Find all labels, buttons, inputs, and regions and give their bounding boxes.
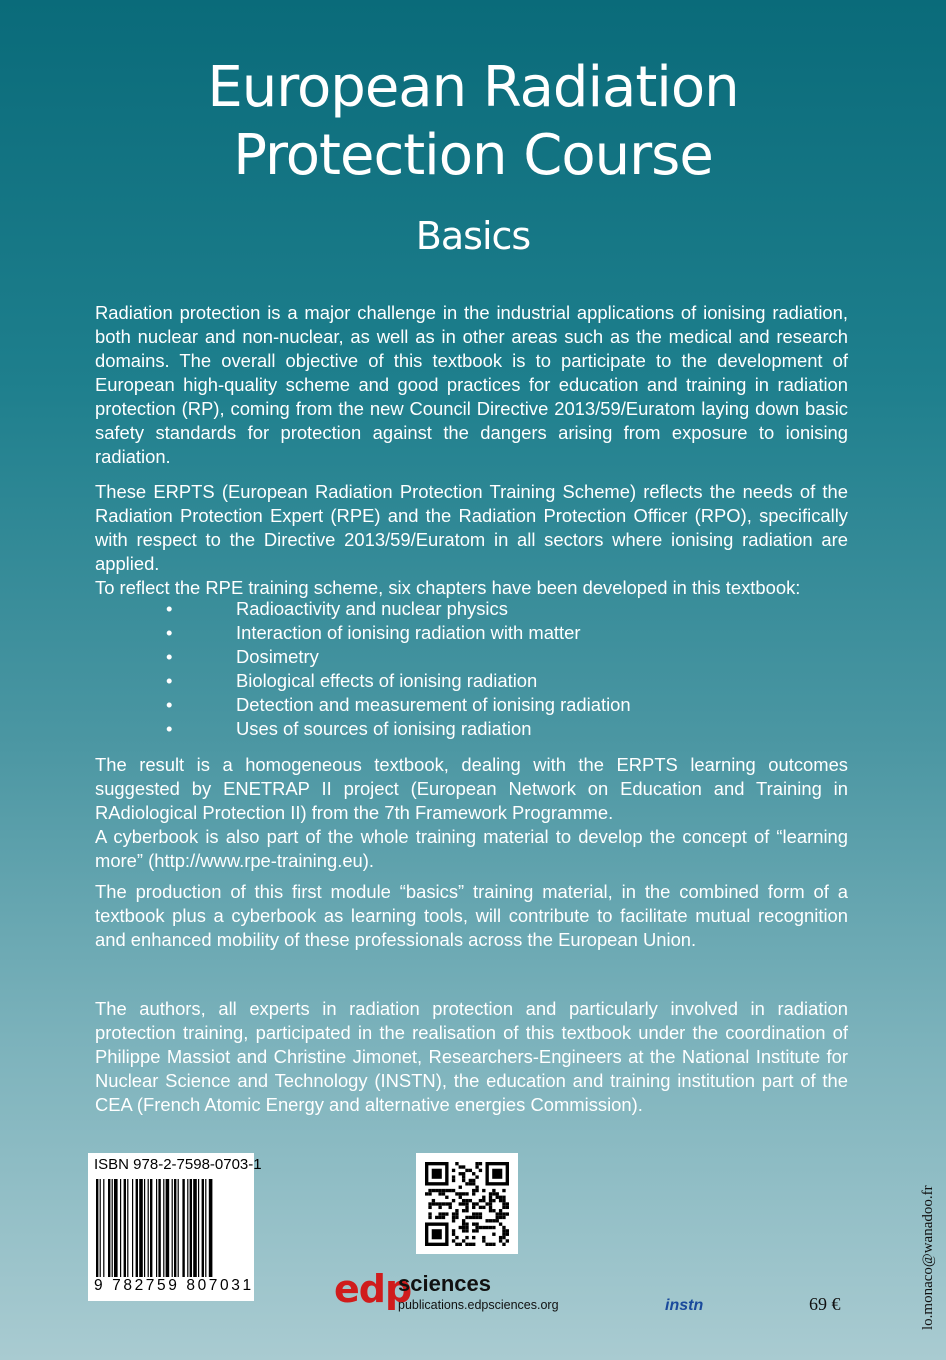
chapter-label: Uses of sources of ionising radiation <box>236 718 532 739</box>
vertical-email: lo.monaco@wanadoo.fr <box>920 1185 936 1330</box>
isbn-barcode <box>88 1153 262 1301</box>
publisher-url: publications.edpsciences.org <box>398 1298 559 1312</box>
edp-logo-sciences: sciences <box>398 1271 491 1296</box>
edp-logo-mark: edp <box>334 1267 412 1311</box>
bullet-icon: • <box>166 670 173 691</box>
paragraph-intro <box>95 301 848 469</box>
isbn-label: ISBN 978-2-7598-0703-1 <box>94 1156 262 1173</box>
paragraph-chapters-intro: To reflect the RPE training scheme, six chapters have been developed in this textbook: <box>95 577 801 598</box>
bullet-icon: • <box>166 694 173 715</box>
bullet-icon: • <box>166 598 173 619</box>
paragraph-production <box>95 880 848 952</box>
edp-sciences-logo <box>334 1263 594 1319</box>
chapter-label: Interaction of ionising radiation with matter <box>236 622 581 643</box>
cover-title-line2: Protection Course <box>233 123 713 188</box>
chapter-label: Detection and measurement of ionising radiation <box>236 694 631 715</box>
paragraph-cyberbook-text: A cyberbook is also part of the whole training material to develop the concept of “learning more” (http://www.rpe-training.eu). <box>95 826 848 871</box>
paragraph-erpts <box>95 480 848 600</box>
chapter-label: Dosimetry <box>236 646 319 667</box>
bullet-icon: • <box>166 718 173 739</box>
paragraph-intro-text: Radiation protection is a major challenge in the industrial applications of ionising radiation, both nuclear and non-nuclear, as well as in other areas such as the medical and research domains. The overall objective of this textbook is to participate to the development of European high-quality scheme and good practices for education and training in radiation protection (RP), coming from the new Council Directive 2013/59/Euratom laying down basic safety standards for protection against the dangers arising from exposure to ionising radiation. <box>95 302 848 467</box>
isbn-digits: 9 782759 807031 <box>94 1277 254 1294</box>
chapter-list <box>166 597 846 741</box>
paragraph-authors <box>95 997 848 1117</box>
list-item <box>166 621 846 645</box>
paragraph-result <box>95 753 848 873</box>
price-label: 69 € <box>809 1294 841 1314</box>
paragraph-production-text: The production of this first module “basics” training material, in the combined form of a textbook plus a cyberbook as learning tools, will contribute to facilitate mutual recognition and enhanced mobility of these professionals across the European Union. <box>95 881 848 950</box>
chapter-label: Radioactivity and nuclear physics <box>236 598 508 619</box>
paragraph-authors-text: The authors, all experts in radiation protection and particularly involved in radiation protection training, participated in the realisation of this textbook under the coordination of Philippe Massiot and Christine Jimonet, Researchers-Engineers at the National Institute for Nuclear Science and Technology (INSTN), the education and training institution part of the CEA (French Atomic Energy and alternative energies Commission). <box>95 998 848 1115</box>
bullet-icon: • <box>166 622 173 643</box>
instn-logo: instn <box>665 1297 704 1314</box>
list-item <box>166 645 846 669</box>
barcode-bars-icon <box>94 1179 248 1277</box>
paragraph-result-text: The result is a homogeneous textbook, dealing with the ERPTS learning outcomes suggested by ENETRAP II project (European Network on Education and Training in RAdiological Protection II) from the 7th Framework Programme. <box>95 754 848 823</box>
list-item <box>166 669 846 693</box>
bullet-icon: • <box>166 646 173 667</box>
list-item <box>166 693 846 717</box>
chapter-label: Biological effects of ionising radiation <box>236 670 538 691</box>
qr-code[interactable] <box>416 1153 518 1254</box>
qr-code-icon <box>425 1162 509 1246</box>
paragraph-erpts-text: These ERPTS (European Radiation Protection Training Scheme) reflects the needs of the Radiation Protection Expert (RPE) and the Radiation Protection Officer (RPO), specifically with respect to the Directive 2013/59/Euratom in all sectors where ionising radiation are applied. <box>95 481 848 574</box>
cover-title-line1: European Radiation <box>207 55 739 120</box>
list-item <box>166 597 846 621</box>
list-item <box>166 717 846 741</box>
cover-subtitle: Basics <box>415 214 531 258</box>
